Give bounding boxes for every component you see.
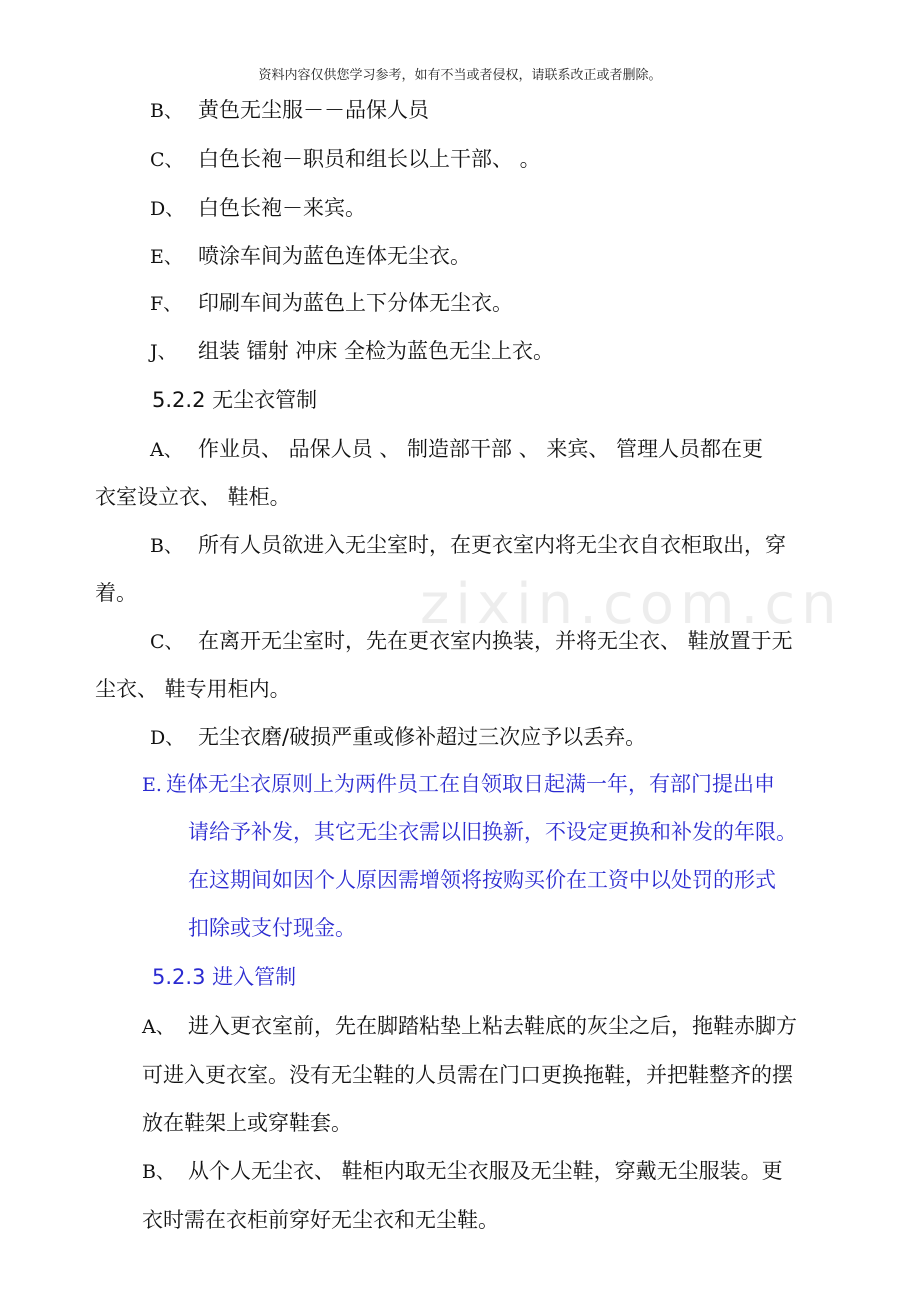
list-text: 作业员、 品保人员 、 制造部干部 、 来宾、 管理人员都在更 [198, 437, 764, 461]
list-text: 组装 镭射 冲床 全检为蓝色无尘上衣。 [198, 339, 555, 363]
section-522-item-d [150, 723, 646, 752]
section-522-item-b-line1 [150, 531, 786, 560]
list-text: 白色长袍－来宾。 [198, 196, 366, 220]
section-522-item-e-line1 [142, 770, 775, 799]
section-523-item-a-line2: 可进入更衣室。没有无尘鞋的人员需在门口更换拖鞋，并把鞋整齐的摆 [142, 1063, 793, 1087]
watermark: zixin.com.cn [420, 572, 843, 637]
list-text: 连体无尘衣原则上为两件员工在自领取日起满一年，有部门提出申 [166, 772, 775, 796]
list-marker: A、 [142, 1016, 175, 1038]
uniform-item-e [150, 242, 471, 271]
list-text: 进入更衣室前，先在脚踏粘垫上粘去鞋底的灰尘之后，拖鞋赤脚方 [188, 1014, 797, 1038]
uniform-item-j [150, 337, 554, 366]
list-text: 在离开无尘室时，先在更衣室内换装，并将无尘衣、 鞋放置于无 [198, 629, 793, 653]
list-marker: C、 [150, 631, 184, 653]
list-marker: E、 [150, 246, 183, 268]
list-text: 黄色无尘服－－品保人员 [198, 98, 429, 122]
section-522-item-e-line3: 在这期间如因个人原因需增领将按购买价在工资中以处罚的形式 [188, 868, 776, 892]
list-marker: D、 [150, 727, 185, 749]
list-text: 喷涂车间为蓝色连体无尘衣。 [198, 244, 471, 268]
list-marker: C、 [150, 149, 184, 171]
list-text: 无尘衣磨/破损严重或修补超过三次应予以丢弃。 [198, 725, 647, 749]
list-marker: A、 [150, 439, 183, 461]
section-522-item-b-line2: 着。 [95, 581, 137, 605]
section-522-item-a-line1 [150, 435, 763, 464]
list-text: 白色长袍－职员和组长以上干部、 。 [198, 147, 541, 171]
section-523-item-a-line1 [142, 1012, 797, 1041]
page-header-notice: 资料内容仅供您学习参考，如有不当或者侵权，请联系改正或者删除。 [258, 68, 662, 83]
section-522-item-e-line2: 请给予补发，其它无尘衣需以旧换新，不设定更换和补发的年限。 [188, 820, 797, 844]
list-text: 从个人无尘衣、 鞋柜内取无尘衣服及无尘鞋，穿戴无尘服装。更 [188, 1159, 783, 1183]
section-522-item-c-line2: 尘衣、 鞋专用柜内。 [95, 677, 291, 701]
list-text: 印刷车间为蓝色上下分体无尘衣。 [198, 291, 513, 315]
list-marker: D、 [150, 198, 185, 220]
list-marker: J、 [150, 341, 177, 363]
list-text: 所有人员欲进入无尘室时，在更衣室内将无尘衣自衣柜取出，穿 [198, 533, 786, 557]
list-marker: B、 [150, 535, 183, 557]
section-523-item-b-line2: 衣时需在衣柜前穿好无尘衣和无尘鞋。 [142, 1208, 499, 1232]
list-marker: E. [142, 774, 162, 796]
list-marker: B、 [142, 1161, 175, 1183]
section-522-item-e-line4: 扣除或支付现金。 [188, 916, 356, 940]
uniform-item-d [150, 194, 366, 223]
section-523-item-a-line3: 放在鞋架上或穿鞋套。 [142, 1111, 352, 1135]
section-522-item-a-line2: 衣室设立衣、 鞋柜。 [95, 485, 291, 509]
section-523-heading: 5.2.3 进入管制 [152, 965, 297, 989]
list-marker: F、 [150, 293, 183, 315]
section-522-item-c-line1 [150, 627, 793, 656]
uniform-item-b [150, 96, 429, 125]
list-marker: B、 [150, 100, 183, 122]
section-522-heading: 5.2.2 无尘衣管制 [152, 388, 318, 412]
uniform-item-f [150, 289, 513, 318]
section-523-item-b-line1 [142, 1157, 783, 1186]
uniform-item-c [150, 145, 541, 174]
